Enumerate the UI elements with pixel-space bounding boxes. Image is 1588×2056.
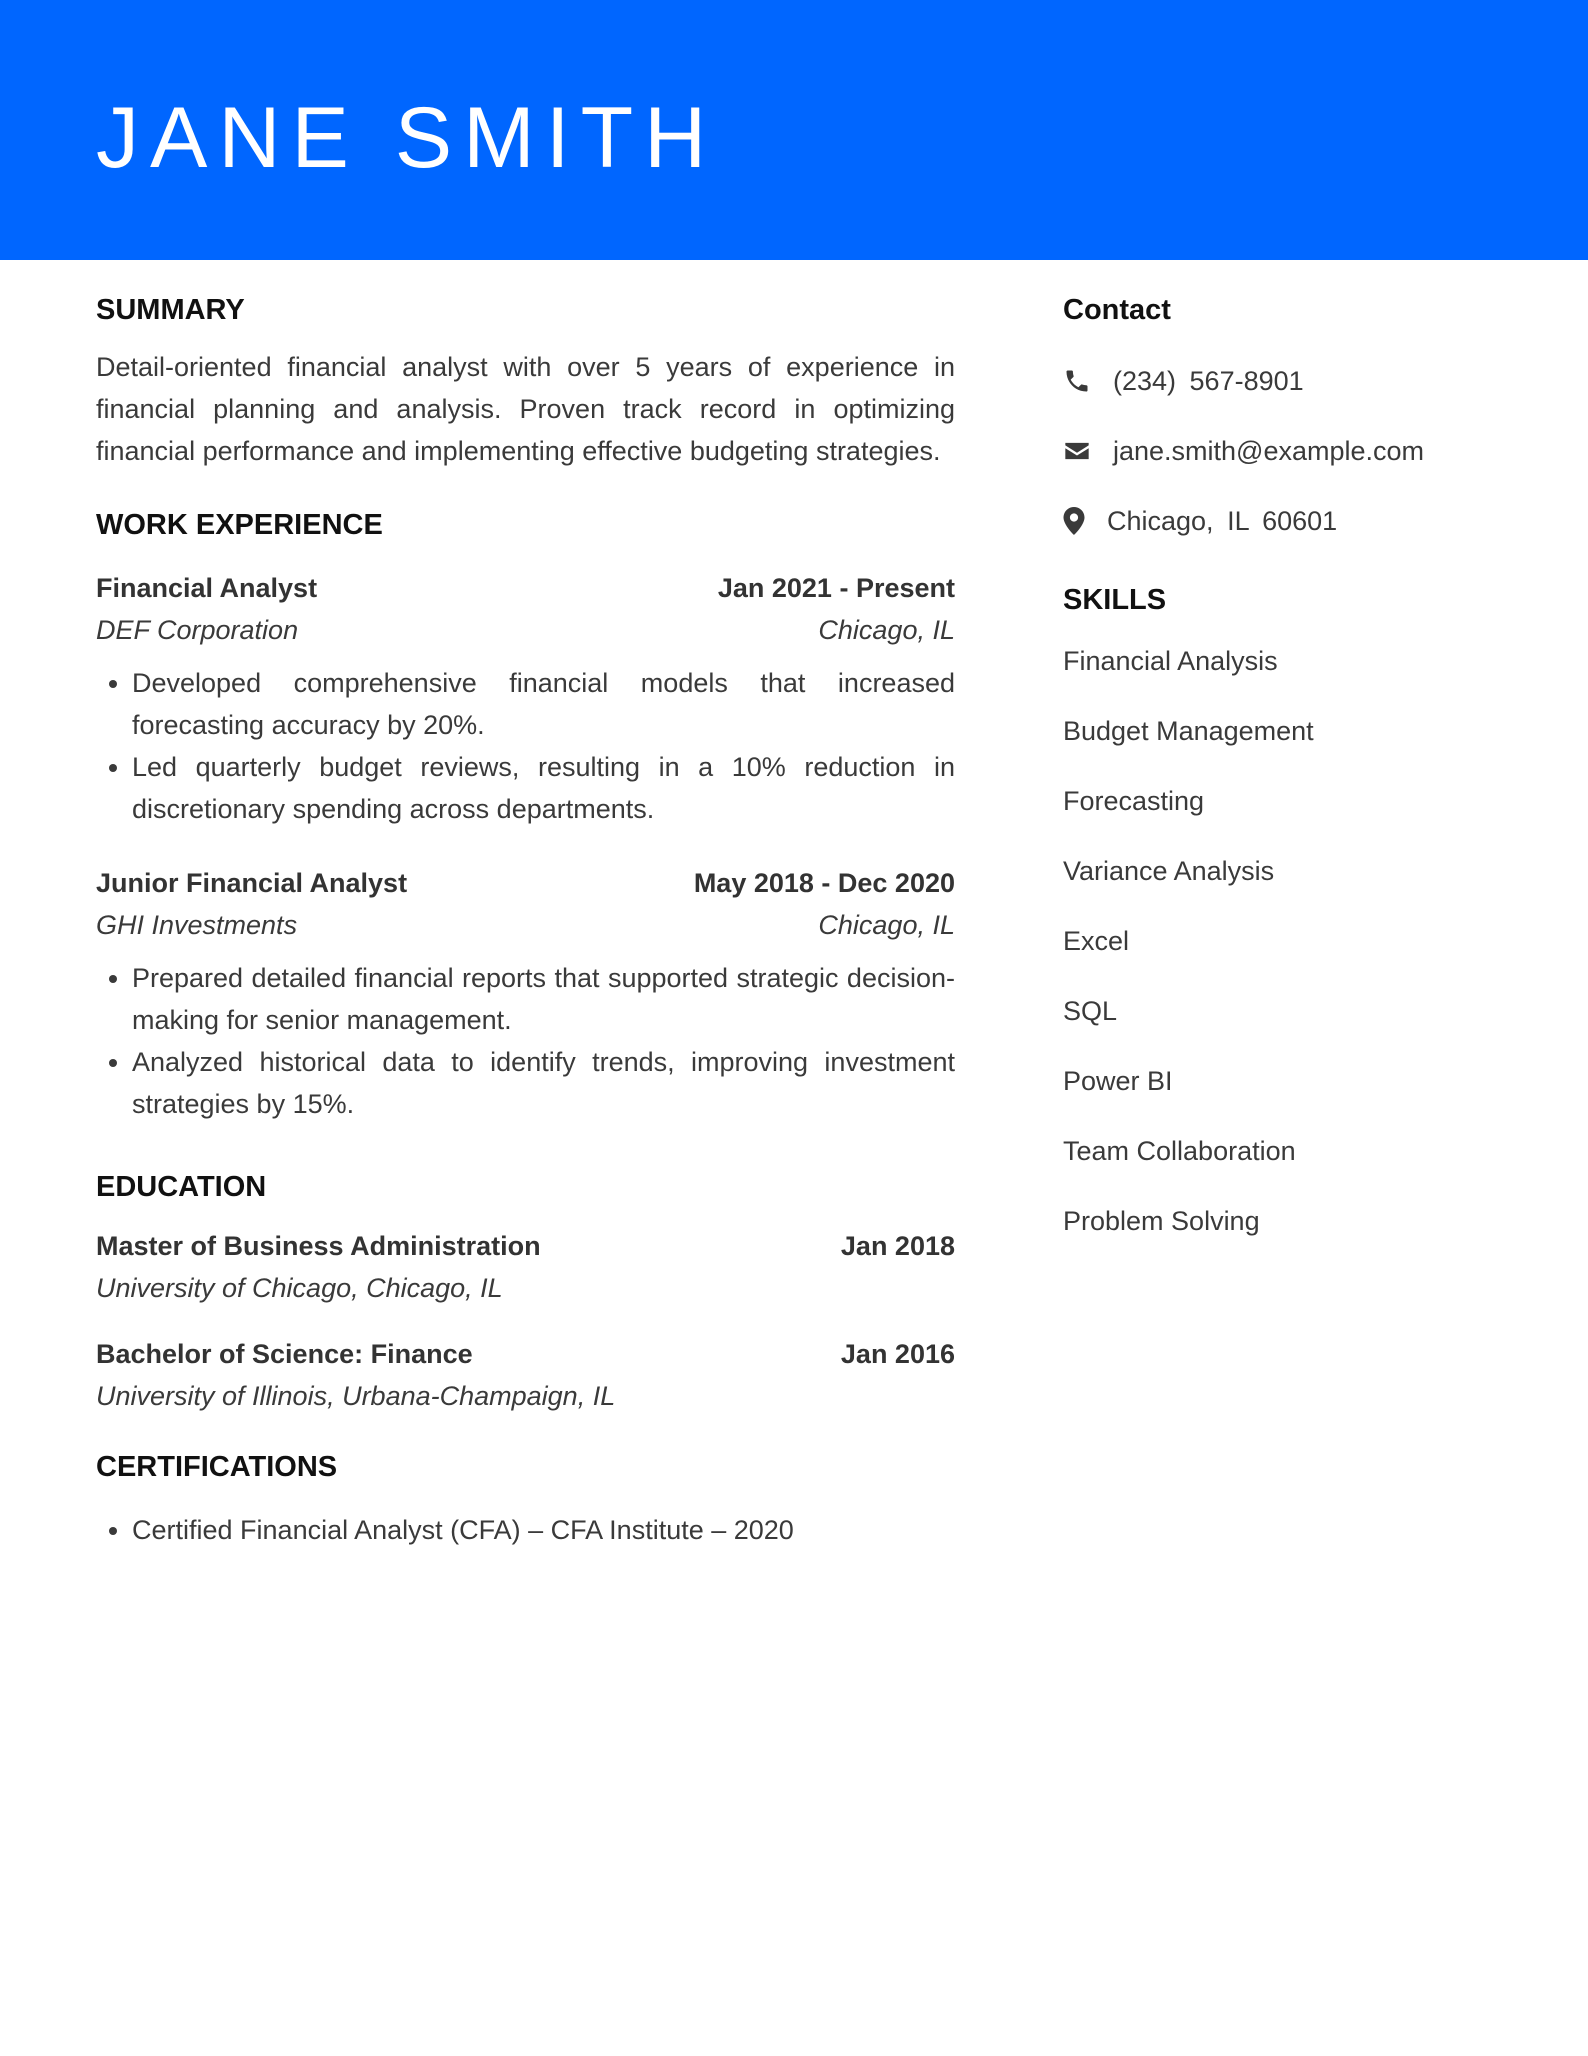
job-company-row xyxy=(96,609,955,651)
job-bullets xyxy=(96,957,955,1125)
sidebar-column xyxy=(1063,280,1503,1270)
job-location: Chicago, IL xyxy=(818,910,955,940)
job-bullet: • Led quarterly budget reviews, resulting in a 10% reduction in discretionary spending across departments. xyxy=(132,746,955,830)
job-header-row xyxy=(96,567,955,609)
job-bullet: • Analyzed historical data to identify trends, improving investment strategies by 15%. xyxy=(132,1041,955,1125)
education-date: Jan 2018 xyxy=(840,1231,955,1261)
job-role: Junior Financial Analyst xyxy=(96,868,408,898)
job-bullets xyxy=(96,662,955,830)
skill-item: Problem Solving xyxy=(1063,1206,1260,1236)
job-bullet: • Prepared detailed financial reports that supported strategic decision-making for senior management. xyxy=(132,957,955,1041)
education-degree: Master of Business Administration xyxy=(96,1231,541,1261)
job-bullet: • Developed comprehensive financial models that increased forecasting accuracy by 20%. xyxy=(132,662,955,746)
job-entry xyxy=(96,862,955,1125)
skills-heading: SKILLS xyxy=(1063,584,1167,616)
contact-location xyxy=(1063,500,1503,542)
job-location: Chicago, IL xyxy=(818,615,955,645)
education-header-row xyxy=(96,1333,955,1375)
skill-item: Budget Management xyxy=(1063,716,1314,746)
skill-item: Forecasting xyxy=(1063,786,1205,816)
education-school-row xyxy=(96,1267,955,1309)
contact-phone-text: (234) 567-8901 xyxy=(1113,366,1304,396)
summary-text: Detail-oriented financial analyst with over 5 years of experience in financial planning and analysis. Proven track record in optimizing financial performance and implementing effective budgeting strategies. xyxy=(96,352,955,466)
skills-list xyxy=(1063,640,1503,1242)
job-dates: Jan 2021 - Present xyxy=(717,573,955,603)
map-pin-icon xyxy=(1063,507,1085,535)
job-company: GHI Investments xyxy=(96,910,298,940)
certification-item: • Certified Financial Analyst (CFA) – CFA Institute – 2020 xyxy=(132,1509,955,1551)
skill-item: Financial Analysis xyxy=(1063,646,1278,676)
education-date: Jan 2016 xyxy=(840,1339,955,1369)
envelope-icon xyxy=(1063,437,1091,465)
skill-item: Team Collaboration xyxy=(1063,1136,1296,1166)
education-degree: Bachelor of Science: Finance xyxy=(96,1339,473,1369)
education-school: University of Illinois, Urbana-Champaign, IL xyxy=(96,1381,616,1411)
job-entry xyxy=(96,567,955,830)
contact-email xyxy=(1063,430,1503,472)
skill-item: Power BI xyxy=(1063,1066,1173,1096)
job-dates: May 2018 - Dec 2020 xyxy=(693,868,955,898)
job-header-row xyxy=(96,862,955,904)
main-column xyxy=(96,280,955,1551)
skill-item: Excel xyxy=(1063,926,1130,956)
candidate-name: JANE SMITH xyxy=(96,90,718,186)
contact-email-text: jane.smith@example.com xyxy=(1113,436,1425,466)
job-company: DEF Corporation xyxy=(96,615,299,645)
education-heading: EDUCATION xyxy=(96,1171,267,1203)
certifications-heading: CERTIFICATIONS xyxy=(96,1451,338,1483)
education-entry xyxy=(96,1225,955,1309)
work-experience-heading: WORK EXPERIENCE xyxy=(96,509,383,541)
education-header-row xyxy=(96,1225,955,1267)
skill-item: SQL xyxy=(1063,996,1118,1026)
education-school: University of Chicago, Chicago, IL xyxy=(96,1273,503,1303)
job-role: Financial Analyst xyxy=(96,573,318,603)
education-entry xyxy=(96,1333,955,1417)
contact-heading: Contact xyxy=(1063,294,1171,326)
summary-heading: SUMMARY xyxy=(96,294,245,326)
job-company-row xyxy=(96,904,955,946)
education-school-row xyxy=(96,1375,955,1417)
contact-phone xyxy=(1063,360,1503,402)
certification-list xyxy=(96,1509,955,1551)
phone-icon xyxy=(1063,367,1091,395)
contact-location-text: Chicago, IL 60601 xyxy=(1107,506,1338,536)
header-banner xyxy=(0,0,1588,260)
skill-item: Variance Analysis xyxy=(1063,856,1275,886)
